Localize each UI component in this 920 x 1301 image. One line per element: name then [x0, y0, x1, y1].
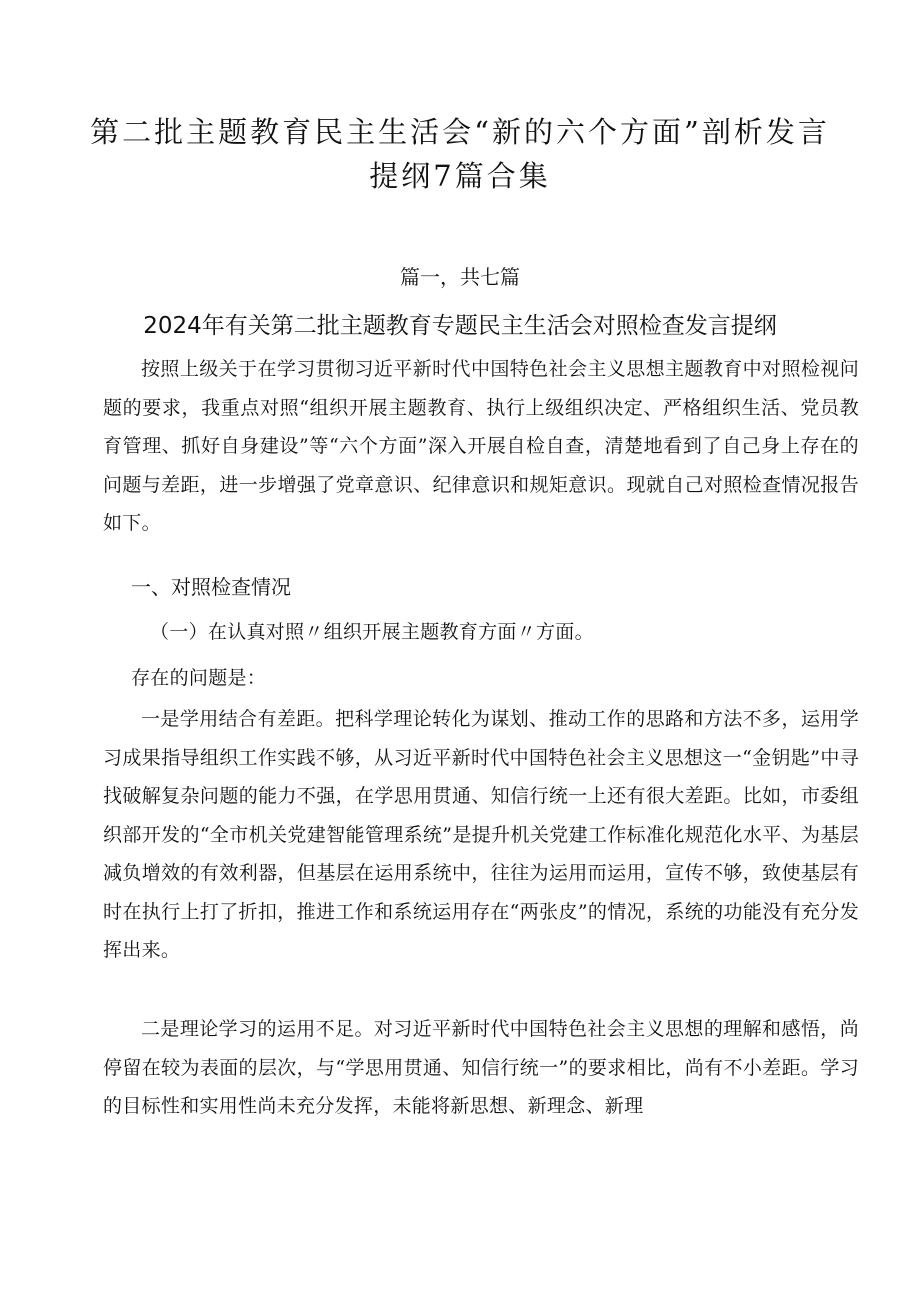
section-heading: 一、对照检查情况 [131, 575, 291, 599]
problem-paragraph-1: 一是学用结合有差距。把科学理论转化为谋划、推动工作的思路和方法不多，运用学习成果指导组织工作实践不够，从习近平新时代中国特色社会主义思想这一“金钥匙”中寻找破解复杂问题的能力不强，在学思用贯通、知信行统一上还有很大差距。比如，市委组织部开发的“全市机关党建智能管理系统”是提升机关党建工作标准化规范化水平、为基层减负增效的有效利器，但基层在运用系统中，往往为运用而运用，宣传不够，致使基层有时在执行上打了折扣，推进工作和系统运用存在“两张皮”的情况，系统的功能没有充分发挥出来。 [103, 708, 859, 961]
intro-paragraph: 按照上级关于在学习贯彻习近平新时代中国特色社会主义思想主题教育中对照检视问题的要求，我重点对照“组织开展主题教育、执行上级组织决定、严格组织生活、党员教育管理、抓好自身建设”等“六个方面”深入开展自检自查，清楚地看到了自己身上存在的问题与差距，进一步增强了党章意识、纪律意识和规矩意识。现就自己对照检查情况报告如下。 [103, 358, 859, 534]
subsection-heading: （一）在认真对照〃组织开展主题教育方面〃方面。 [150, 621, 594, 643]
problem-paragraph-2: 二是理论学习的运用不足。对习近平新时代中国特色社会主义思想的理解和感悟，尚停留在较为表面的层次，与“学思用贯通、知信行统一”的要求相比，尚有不小差距。学习的目标性和实用性尚未充分发挥，未能将新思想、新理念、新理 [103, 1018, 859, 1117]
section-label: 篇一，共七篇 [400, 265, 520, 289]
problems-label: 存在的问题是： [131, 667, 267, 689]
document-title: 第二批主题教育民主生活会“新的六个方面”剖析发言提纲7篇合集 [90, 115, 830, 193]
article-title: 2024年有关第二批主题教育专题民主生活会对照检查发言提纲 [143, 313, 777, 339]
